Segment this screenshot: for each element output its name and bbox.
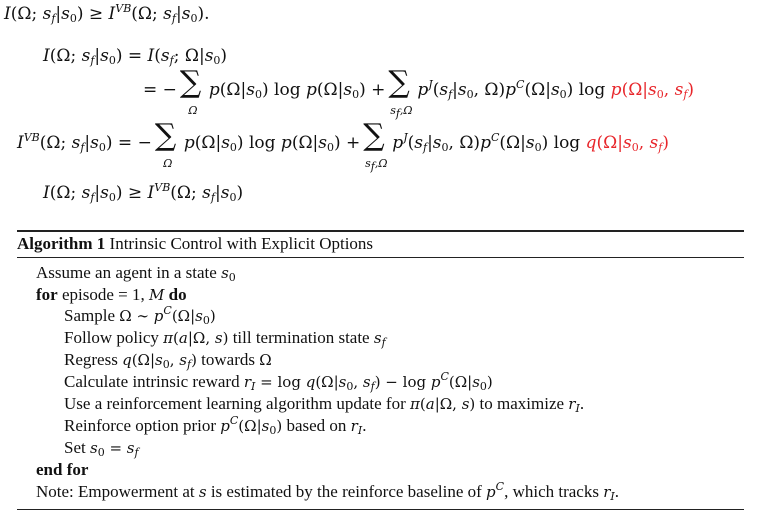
- equation-line-2: = − ∑ Ω $p(\Omega|s_0)$ $\log p(\Omega|s_0)$ + ∑ $s_f,\Omega$ $p^J(s_f|s_0$, $\Omega)p^C(\Omega|s_0)$ $\log p(\Omega|s_0$, $s_f$): [143, 65, 695, 120]
- step-for: for episode = 1, M do: [36, 285, 187, 304]
- equation-line-0: I(Ω; $s_f|s_0) \ge I^{VB}(\Omega$; $s_f|s_0$).: [4, 2, 210, 25]
- algorithm-label: Algorithm 1: [17, 234, 106, 253]
- algorithm-top-rule: [17, 230, 744, 232]
- equation-line-1: I(Ω; $s_f|s_0) = I(s_f$; $\Omega|s_0$): [43, 46, 228, 67]
- algorithm-header-rule: [17, 257, 744, 258]
- step-set: Set $s_0 = s_f$: [64, 438, 139, 459]
- step-regress: Regress $q(\Omega|s_0$, $s_f$) towards Ω: [64, 350, 272, 371]
- algorithm-name: Intrinsic Control with Explicit Options: [109, 234, 374, 253]
- step-sample: Sample Ω ∼ $p^C(\Omega|s_0)$: [64, 304, 216, 327]
- step-note: Note: Empowerment at s is estimated by the reinforce baseline of $p^C$, which tracks $r_I$.: [36, 480, 619, 503]
- equation-line-3: $I^{VB}(\Omega$; $s_f|s_0$) = − ∑ Ω $p(\Omega|s_0)$ $\log p(\Omega|s_0)$ + ∑ $s_f,\Omega$ $p^J(s_f|s_0$, $\Omega)p^C(\Omega|s_0)$ $\log q(\Omega|s_0$, $s_f$): [17, 118, 669, 173]
- step-endfor: end for: [36, 460, 89, 479]
- step-use: Use a reinforcement learning algorithm update for π(a|Ω, s) to maximize $r_I$.: [64, 394, 585, 415]
- highlight-p-term: $p(\Omega|s_0$, $s_f$): [610, 80, 695, 101]
- algorithm-bottom-rule: [17, 509, 744, 510]
- step-reinforce: Reinforce option prior $p^C(\Omega|s_0)$ based on $r_I$.: [64, 414, 367, 437]
- step-assume: Assume an agent in a state $s_0$: [36, 263, 236, 284]
- equation-line-4: I(Ω; $s_f|s_0) \ge I^{VB}(\Omega$; $s_f|s_0$): [43, 181, 244, 204]
- step-calculate: Calculate intrinsic reward $r_I = \log q(\Omega|s_0$, $s_f) - \log p^C(\Omega|s_0)$: [64, 370, 493, 393]
- step-follow: Follow policy π(a|Ω, s) till termination state $s_f$: [64, 328, 386, 349]
- highlight-q-term: $q(\Omega|s_0$, $s_f$): [585, 133, 669, 154]
- algorithm-title: [17, 234, 373, 254]
